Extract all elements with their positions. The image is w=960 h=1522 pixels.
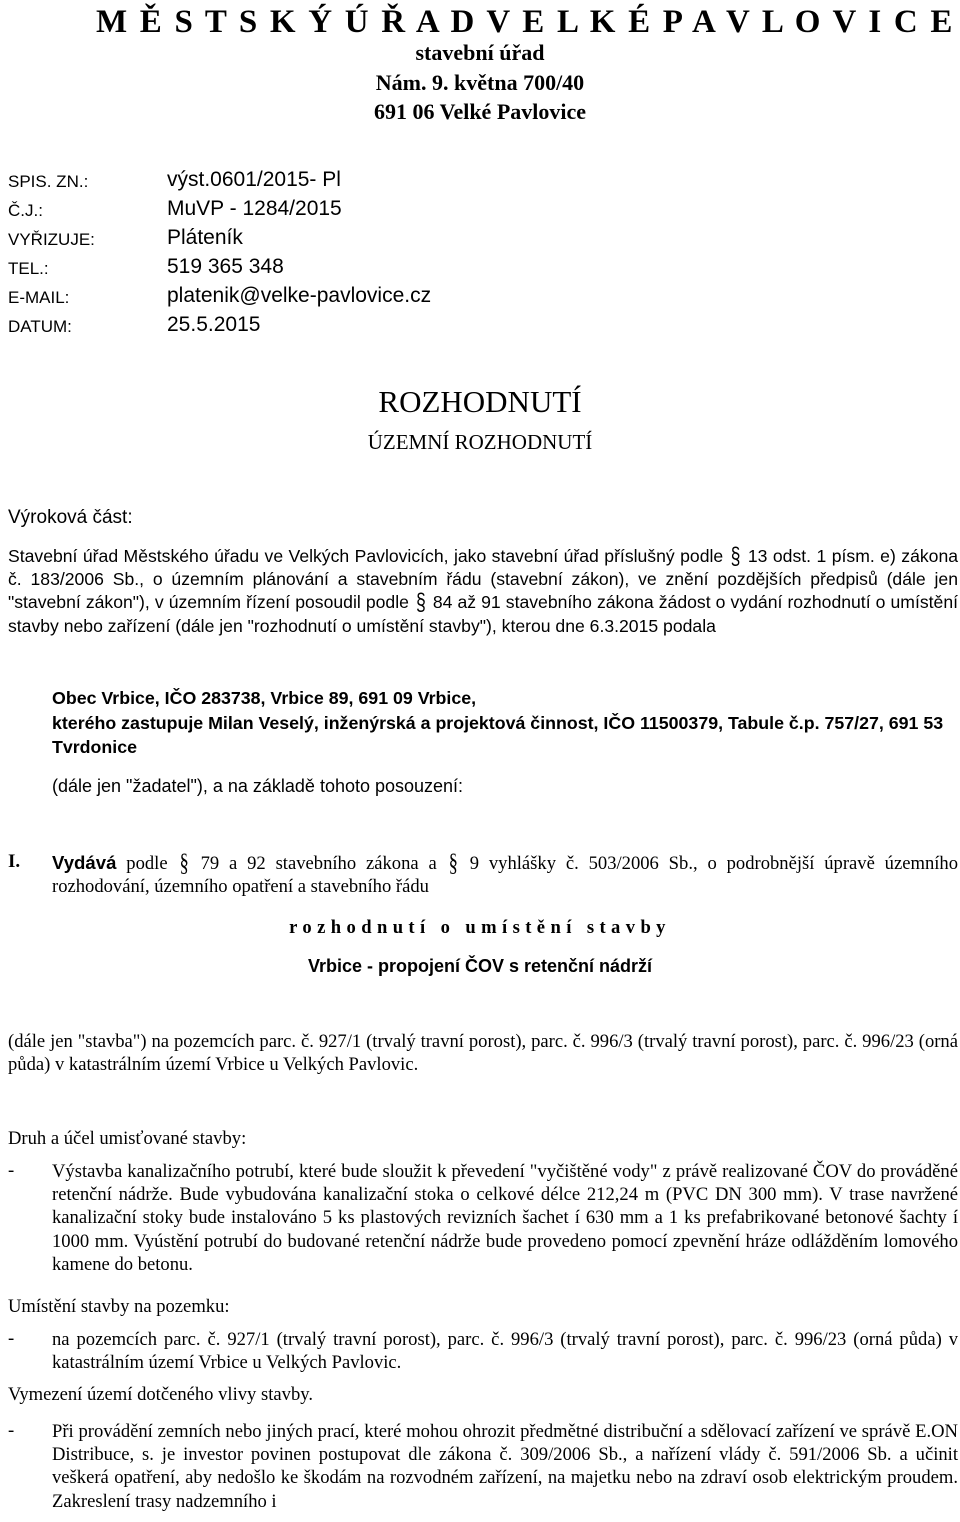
meta-label-cj: Č.J.: bbox=[8, 201, 43, 220]
section-heading-location: Umístění stavby na pozemku: bbox=[8, 1296, 230, 1317]
list-bullet: - bbox=[8, 1420, 15, 1441]
section-heading-impact: Vymezení území dotčeného vlivy stavby. bbox=[8, 1384, 313, 1405]
applicant-block bbox=[52, 686, 958, 760]
section-symbol: § bbox=[448, 849, 458, 878]
meta-label-spis: SPIS. ZN.: bbox=[8, 172, 89, 191]
applicant-note: (dále jen "žadatel"), a na základě tohoto posouzení: bbox=[52, 776, 464, 796]
applicant-line-2: kterého zastupuje Milan Veselý, inženýrská a projektová činnost, IČO 11500379, Tabule č.p. 757/27, 691 53 Tvrdonice bbox=[52, 712, 944, 757]
section-symbol: § bbox=[730, 542, 741, 570]
office-name: M Ě S T S K Ý Ú Ř A D V E L K É P A V L O V I C E bbox=[96, 4, 955, 40]
street-address: Nám. 9. května 700/40 bbox=[375, 70, 585, 95]
issue-number: I. bbox=[8, 851, 21, 872]
list-item-type: Výstavba kanalizačního potrubí, které bude sloužit k převedení "vyčištěné vody" z právě realizované ČOV do prováděné retenční nádrže. Bude vybudována kanalizační stoka o celkové délce 212,24 m (PVC DN 300 mm). V trase navržené kanalizační stoky bude instalováno 5 ks plastových revizních šachet í 630 mm a 1 ks prefabrikované betonové šachty í 1000 mm. Vyústění potrubí do budované retenční nádrže bude provedeno pomocí zpevnění hráze odlážděním lomového kamene do betonu. bbox=[52, 1161, 958, 1275]
decision-heading: rozhodnutí o umístění stavby bbox=[289, 917, 671, 938]
document-subtitle: ÚZEMNÍ ROZHODNUTÍ bbox=[367, 430, 593, 454]
meta-label-vyrizuje: VYŘIZUJE: bbox=[8, 230, 95, 249]
issue-verb: Vydává bbox=[52, 852, 117, 873]
meta-label-tel: TEL.: bbox=[8, 259, 49, 278]
meta-value-tel: 519 365 348 bbox=[167, 255, 284, 278]
issue-text-2: 79 a 92 stavebního zákona a bbox=[190, 853, 447, 874]
list-bullet: - bbox=[8, 1328, 15, 1349]
document-title: ROZHODNUTÍ bbox=[378, 384, 582, 419]
list-bullet: - bbox=[8, 1160, 15, 1181]
meta-value-spis: výst.0601/2015- Pl bbox=[167, 168, 341, 191]
issue-text-1: podle bbox=[116, 853, 178, 874]
intro-paragraph bbox=[8, 542, 959, 638]
meta-value-cj: MuVP - 1284/2015 bbox=[167, 197, 342, 220]
verdict-heading: Výroková část: bbox=[8, 507, 133, 528]
intro-text-3: 84 až 91 stavebního zákona žádost o vydání rozhodnutí o umístění stavby nebo zařízení (dále jen "rozhodnutí o umístění stavby"), kterou dne 6.3.2015 podala bbox=[8, 592, 958, 636]
applicant-line-1: Obec Vrbice, IČO 283738, Vrbice 89, 691 09 Vrbice, bbox=[52, 688, 477, 708]
list-item-impact: Při provádění zemních nebo jiných prací, které mohou ohrozit předmětné distribuční a sdělovací zařízení ve správě E.ON Distribuce, s. je investor povinen postupovat dle zákona č. 309/2006 Sb., a nařízení vlády č. 591/2006 Sb. a učinit veškerá opatření, aby nedošlo ke škodám na rozvodném zařízení, na majetku nebo na zdraví osob elektrickým proudem. Zakreslení trasy nadzemního i bbox=[52, 1421, 958, 1512]
meta-label-email: E-MAIL: bbox=[8, 288, 70, 307]
parcels-paragraph: (dále jen "stavba") na pozemcích parc. č. 927/1 (trvalý travní porost), parc. č. 996/3 (trvalý travní porost), parc. č. 996/23 (orná půda) v katastrálním území Vrbice u Velkých Pavlovic. bbox=[8, 1031, 958, 1076]
meta-label-datum: DATUM: bbox=[8, 317, 72, 336]
issue-text-3: 9 vyhlášky č. 503/2006 Sb., o podrobnější úpravě územního rozhodování, územního opatření a stavebního řádu bbox=[52, 853, 959, 898]
meta-value-datum: 25.5.2015 bbox=[167, 313, 261, 336]
city-address: 691 06 Velké Pavlovice bbox=[373, 99, 587, 124]
section-symbol: § bbox=[179, 849, 189, 878]
project-name: Vrbice - propojení ČOV s retenční nádrží bbox=[307, 956, 653, 976]
meta-value-email: platenik@velke-pavlovice.cz bbox=[167, 284, 432, 307]
intro-text-2: 13 odst. 1 písm. e) zákona č. 183/2006 Sb., o územním plánování a stavebním řádu (stavební zákon), ve znění pozdějších předpisů (dále jen "stavební zákon"), v územním řízení posoudil podle bbox=[8, 546, 959, 613]
section-heading-type: Druh a účel umisťované stavby: bbox=[8, 1128, 247, 1149]
list-item-location: na pozemcích parc. č. 927/1 (trvalý travní porost), parc. č. 996/3 (trvalý travní porost), parc. č. 996/23 (orná půda) v katastrálním území Vrbice u Velkých Pavlovic. bbox=[52, 1329, 958, 1374]
section-symbol: § bbox=[415, 588, 426, 616]
meta-value-vyrizuje: Pláteník bbox=[167, 226, 243, 249]
intro-text-1: Stavební úřad Městského úřadu ve Velkých Pavlovicích, jako stavební úřad příslušný podle bbox=[8, 546, 729, 566]
department: stavební úřad bbox=[415, 40, 545, 65]
issue-paragraph bbox=[52, 851, 958, 898]
